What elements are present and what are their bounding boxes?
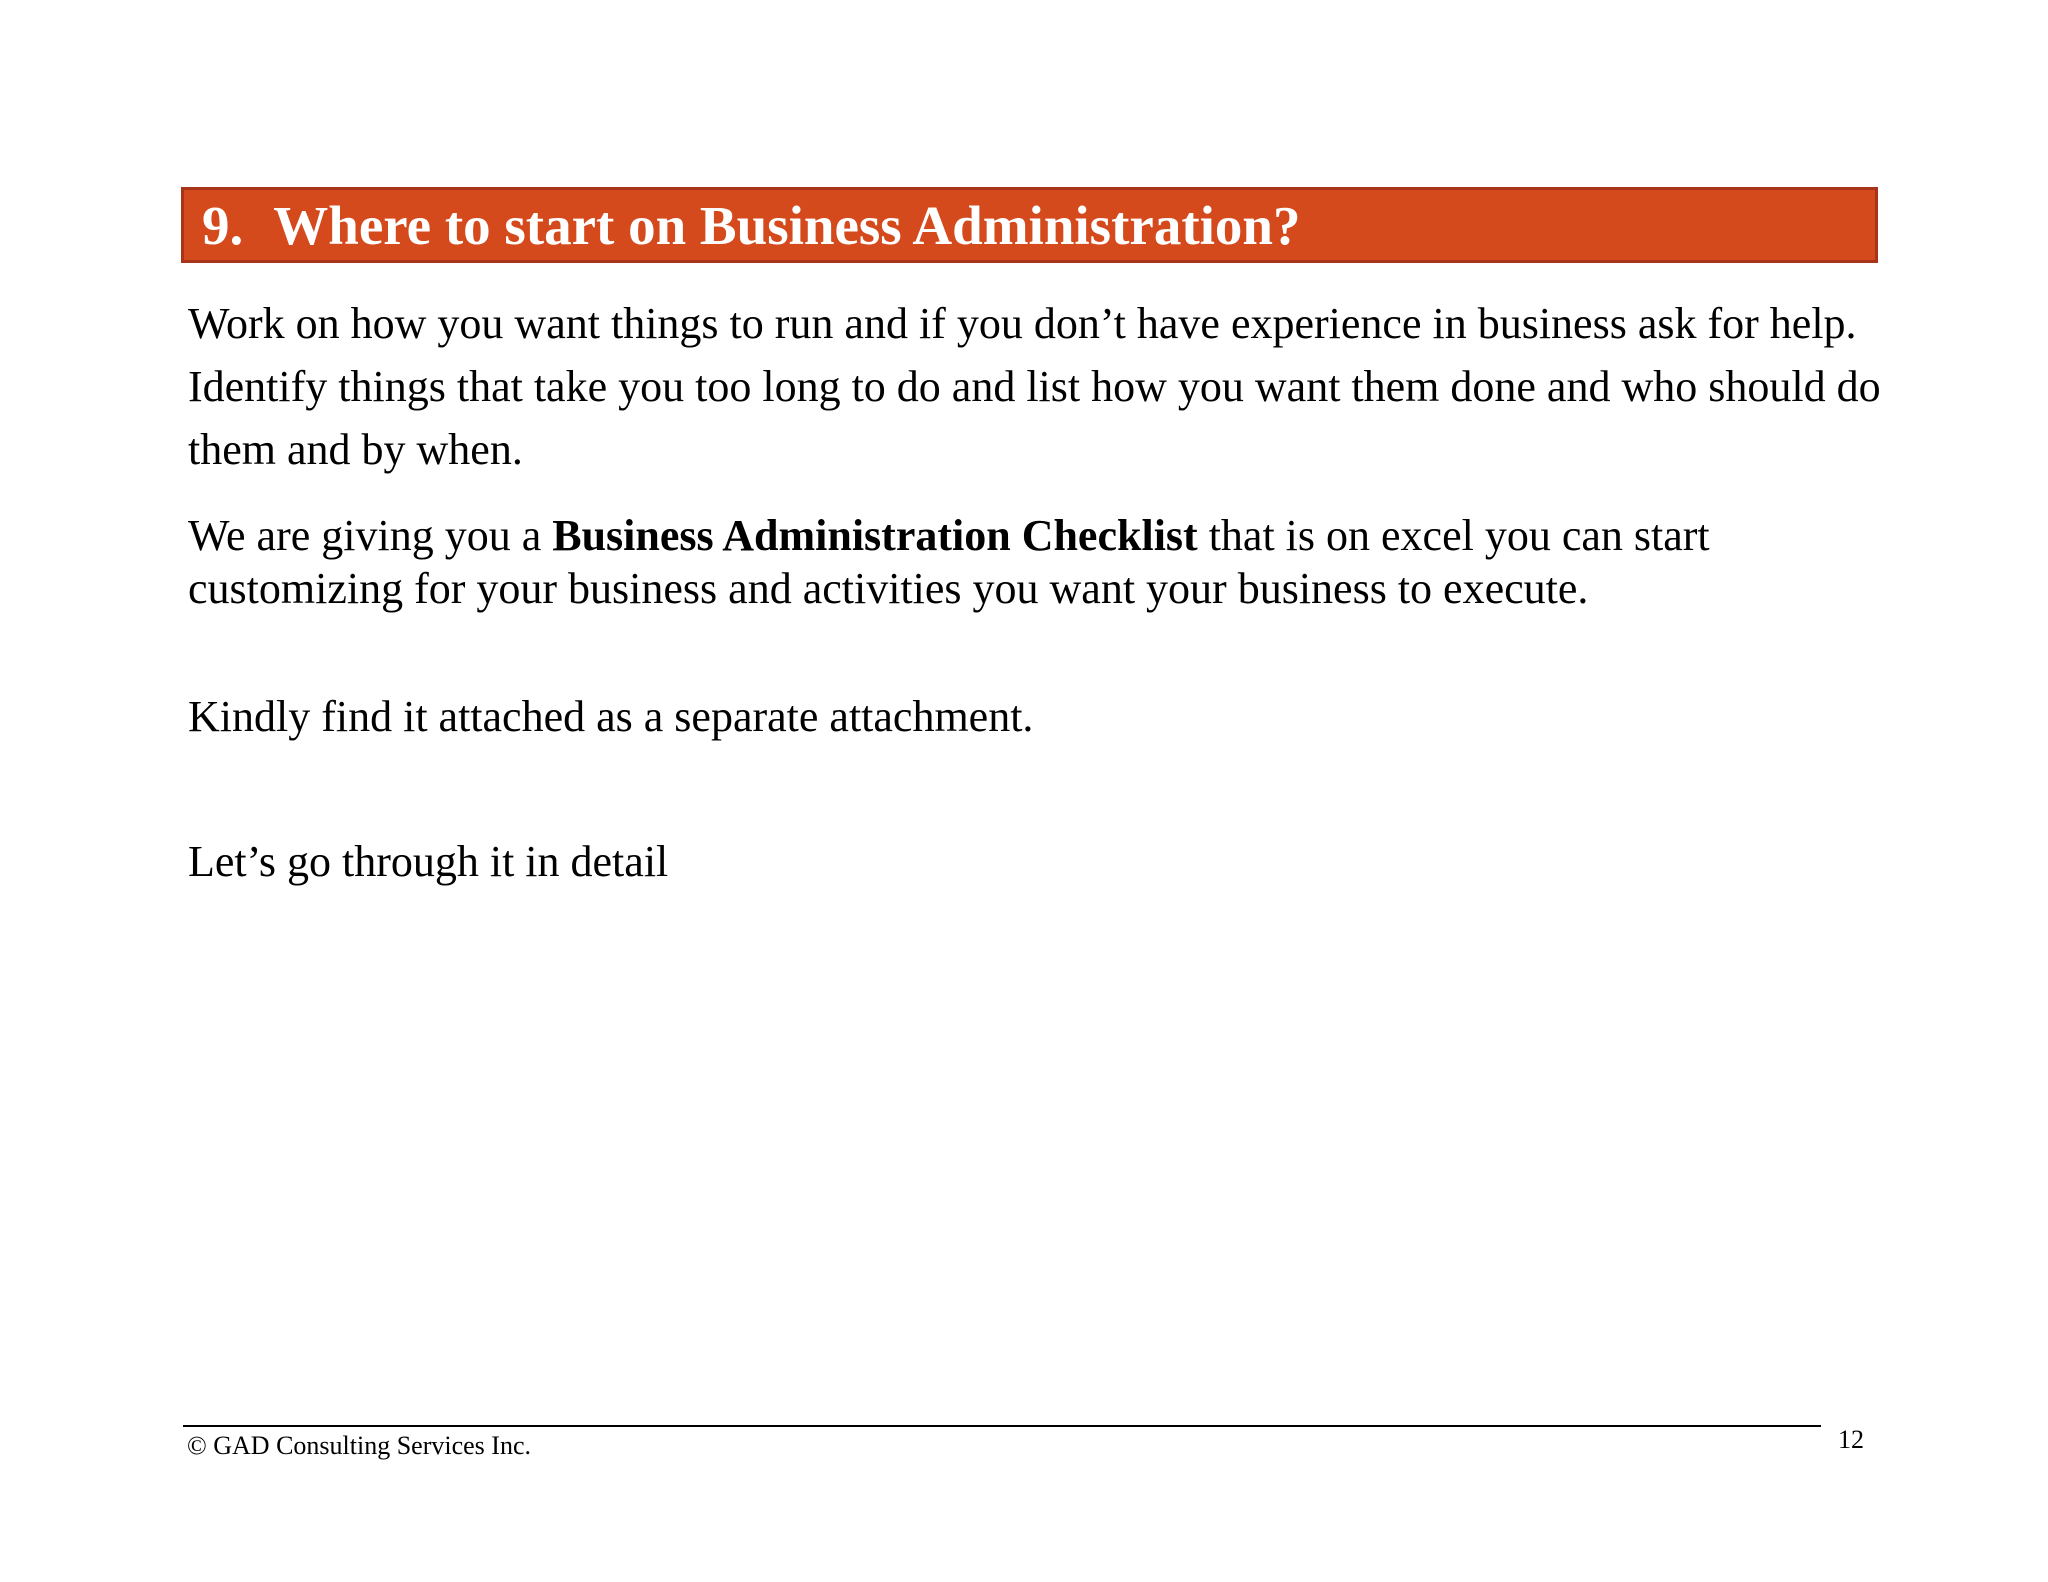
paragraph-checklist-prefix: We are giving you a <box>188 511 553 560</box>
paragraph-intro: Work on how you want things to run and if you don’t have experience in business ask for help. Identify things that take you too long to do and list how you want them done and who should do them and by when. <box>188 299 1881 474</box>
section-heading-bar <box>181 187 1878 263</box>
section-number: 9. <box>202 194 244 256</box>
footer-copyright: © GAD Consulting Services Inc. <box>187 1431 531 1460</box>
page-number: 12 <box>1838 1425 1864 1454</box>
paragraph-attachment: Kindly find it attached as a separate attachment. <box>188 692 1034 741</box>
section-title: Where to start on Business Administration? <box>273 194 1301 256</box>
paragraph-checklist-suffix: that is on excel you can start customizing for your business and activities you want your business to execute. <box>188 511 1710 613</box>
checklist-name: Business Administration Checklist <box>552 511 1198 560</box>
section-heading <box>184 194 1301 256</box>
paragraph-detail: Let’s go through it in detail <box>188 837 669 886</box>
footer-divider <box>183 1425 1821 1427</box>
paragraph-checklist <box>188 509 1888 615</box>
